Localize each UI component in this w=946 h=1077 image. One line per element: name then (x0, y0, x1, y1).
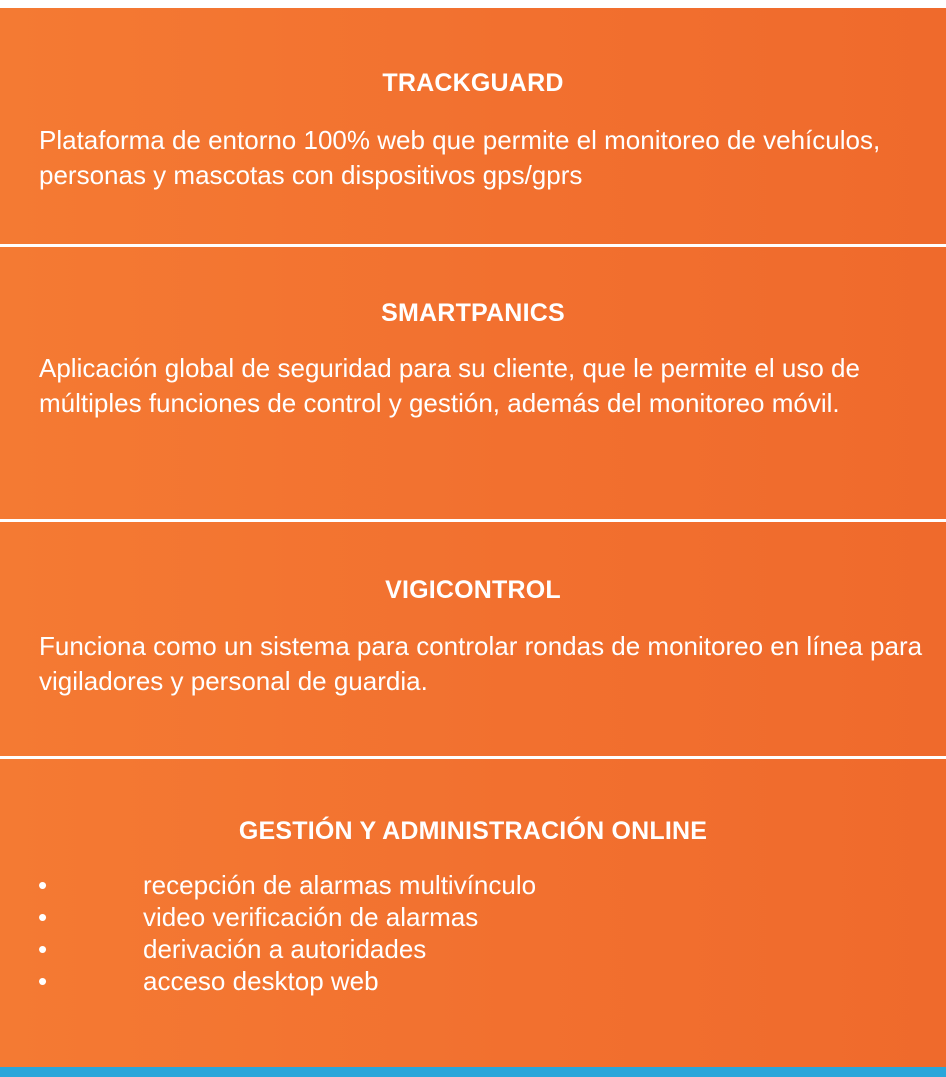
vigicontrol-title: VIGICONTROL (385, 576, 561, 604)
bullet-icon: • (38, 902, 48, 932)
list-item-text: recepción de alarmas multivínculo (143, 870, 537, 900)
list-item-text: video verificación de alarmas (143, 902, 479, 932)
bottom-accent-bar (0, 1067, 946, 1077)
services-stack (0, 8, 946, 1071)
gestion-card (0, 759, 946, 1071)
bullet-icon: • (38, 934, 48, 964)
gestion-title: GESTIÓN Y ADMINISTRACIÓN ONLINE (238, 817, 708, 845)
smartpanics-card (0, 247, 946, 519)
bullet-icon: • (38, 870, 48, 900)
trackguard-description: Plataforma de entorno 100% web que permite el monitoreo de vehículos, personas y mascotas con dispositivos gps/gprs (39, 125, 881, 190)
smartpanics-description: Aplicación global de seguridad para su cliente, que le permite el uso de múltiples funciones de control y gestión, además del monitoreo móvil. (39, 353, 860, 418)
list-item-text: acceso desktop web (143, 966, 379, 996)
trackguard-card (0, 8, 946, 244)
smartpanics-title: SMARTPANICS (381, 299, 565, 327)
bullet-icon: • (38, 966, 48, 996)
trackguard-title: TRACKGUARD (382, 69, 564, 97)
vigicontrol-card (0, 522, 946, 756)
list-item-text: derivación a autoridades (143, 934, 427, 964)
vigicontrol-description: Funciona como un sistema para controlar rondas de monitoreo en línea para vigiladores y personal de guardia. (39, 631, 923, 696)
